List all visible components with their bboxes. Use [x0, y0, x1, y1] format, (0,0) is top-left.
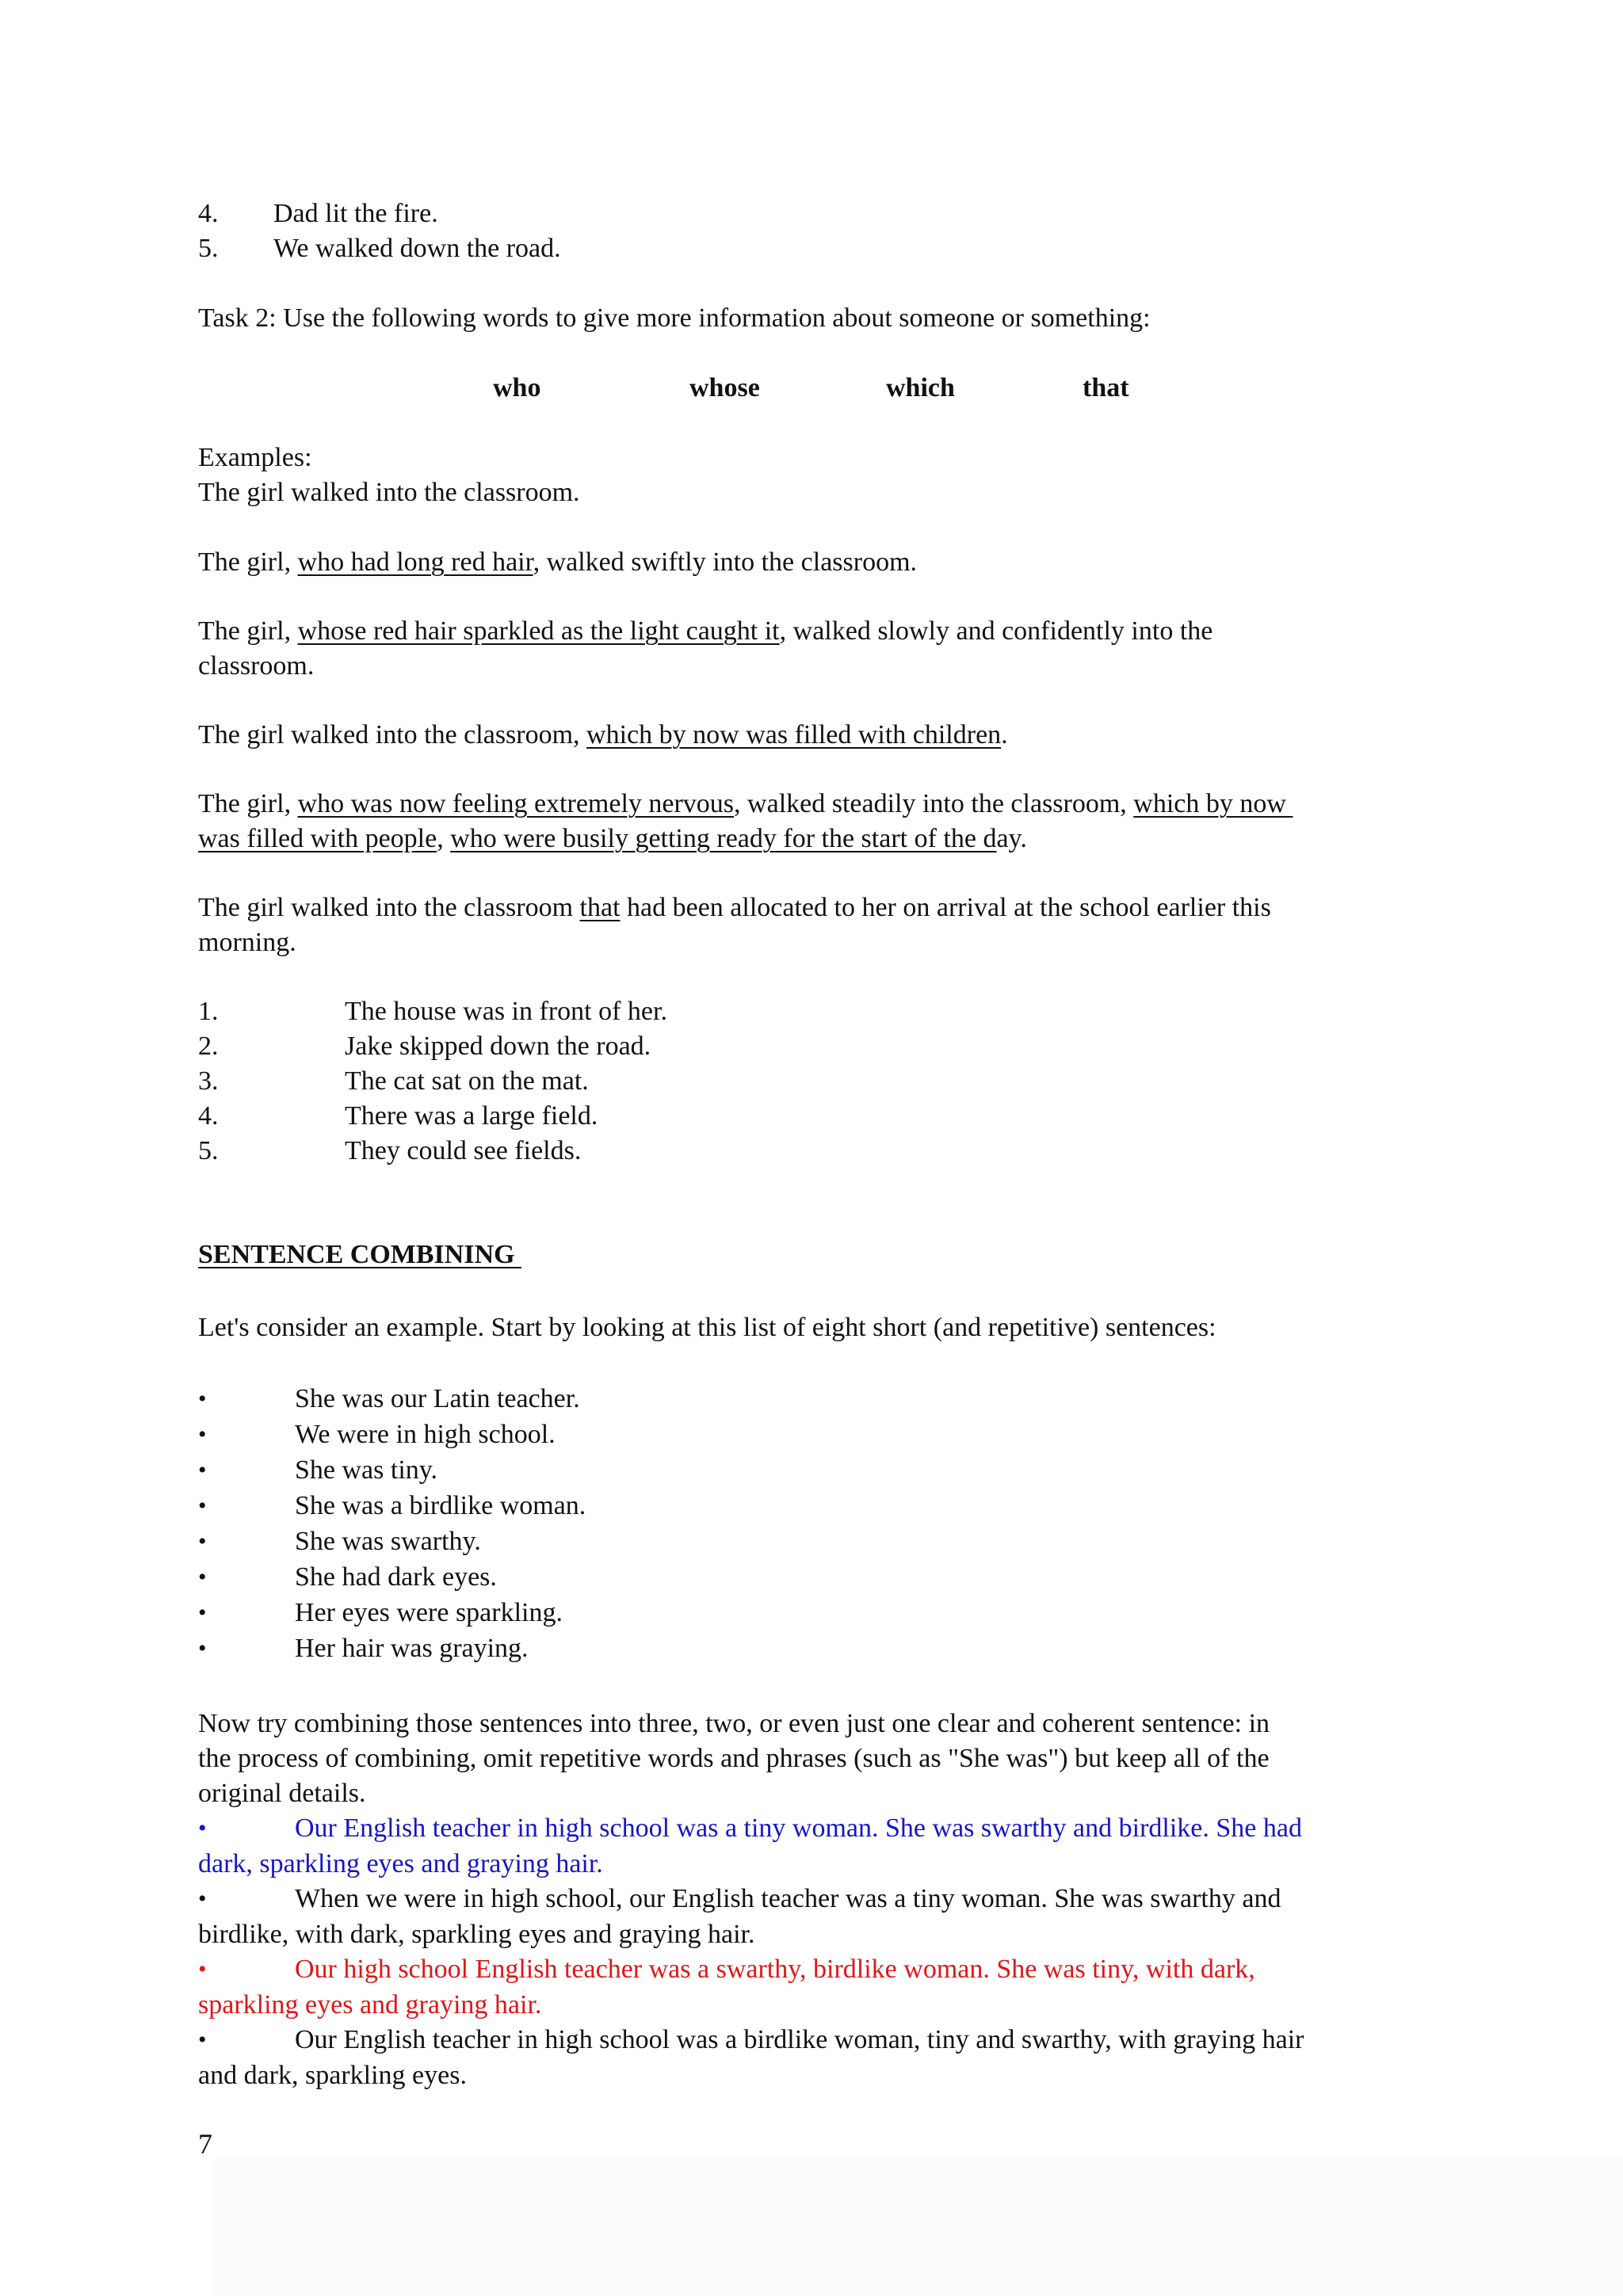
keyword-which: which	[886, 373, 955, 402]
list-b-num-1: 1.	[198, 997, 219, 1026]
bullet-item-2: We were in high school.	[295, 1420, 556, 1449]
instructions-line-3: original details.	[198, 1779, 366, 1808]
list-a-text-5: We walked down the road.	[273, 234, 561, 263]
example-5-post: had been allocated to her on arrival at the school earlier this	[620, 893, 1271, 922]
bullet-glyph: •	[198, 1635, 207, 1661]
keyword-whose: whose	[689, 373, 760, 402]
bullet-glyph: •	[198, 1815, 207, 1841]
keyword-that: that	[1083, 373, 1129, 402]
list-b-text-5: They could see fields.	[345, 1136, 582, 1165]
example-4-line-1	[198, 787, 1293, 822]
sentence-combining-heading: SENTENCE COMBINING	[198, 1240, 522, 1269]
answer-2-line-1: When we were in high school, our English teacher was a tiny woman. She was swarthy and	[295, 1884, 1281, 1913]
example-4-underlined-2: which by now	[1133, 789, 1293, 818]
sentence-combining-intro: Let's consider an example. Start by looking at this list of eight short (and repetitive) sentences:	[198, 1313, 1216, 1342]
example-4-line-2	[198, 822, 1027, 856]
page-number: 7	[198, 2128, 212, 2160]
example-3-pre: The girl walked into the classroom,	[198, 720, 587, 749]
example-3	[198, 718, 1008, 753]
bullet-glyph: •	[198, 1528, 207, 1554]
example-2-line-1	[198, 614, 1212, 649]
list-a-num-5: 5.	[198, 234, 219, 263]
instructions-line-1: Now try combining those sentences into three, two, or even just one clear and coherent sentence: in	[198, 1709, 1270, 1738]
answer-3-line-2: sparkling eyes and graying hair.	[198, 1990, 542, 2019]
bullet-glyph: •	[198, 1886, 207, 1912]
example-2-post: , walked slowly and confidently into the	[779, 616, 1213, 646]
bullet-glyph: •	[198, 2027, 207, 2053]
example-5-pre: The girl walked into the classroom	[198, 893, 580, 922]
example-4-mid-2: ,	[437, 824, 451, 853]
list-b-num-3: 3.	[198, 1066, 219, 1096]
bullet-glyph: •	[198, 1421, 207, 1447]
answer-3-line-1: Our high school English teacher was a swarthy, birdlike woman. She was tiny, with dark,	[295, 1955, 1255, 1984]
bullet-item-4: She was a birdlike woman.	[295, 1491, 586, 1520]
example-2-underlined: whose red hair sparkled as the light caught it	[297, 616, 780, 646]
example-4-underlined-1: who was now feeling extremely nervous	[297, 789, 735, 818]
example-2-pre: The girl,	[198, 616, 298, 646]
example-1-pre: The girl,	[198, 547, 298, 577]
page-shadow-area	[214, 2155, 1623, 2296]
list-b-text-3: The cat sat on the mat.	[345, 1066, 589, 1096]
list-b-text-4: There was a large field.	[345, 1101, 598, 1131]
list-b-num-5: 5.	[198, 1136, 219, 1165]
example-4-underlined-4: who were busily getting ready for the start of the d	[450, 824, 997, 853]
example-5-line-1	[198, 891, 1271, 925]
list-b-num-2: 2.	[198, 1032, 219, 1061]
answer-4-line-2: and dark, sparkling eyes.	[198, 2061, 467, 2090]
answer-2-line-2: birdlike, with dark, sparkling eyes and graying hair.	[198, 1920, 755, 1949]
list-b-text-1: The house was in front of her.	[345, 997, 667, 1026]
bullet-glyph: •	[198, 1956, 207, 1982]
instructions-line-2: the process of combining, omit repetitive words and phrases (such as "She was") but keep all of the	[198, 1744, 1270, 1773]
example-3-underlined: which by now was filled with children	[586, 720, 1002, 749]
example-4-post: ay.	[996, 824, 1027, 853]
bullet-item-3: She was tiny.	[295, 1455, 438, 1485]
bullet-glyph: •	[198, 1564, 207, 1590]
example-4-mid: , walked steadily into the classroom,	[734, 789, 1134, 818]
list-b-text-2: Jake skipped down the road.	[345, 1032, 651, 1061]
example-1	[198, 545, 917, 580]
bullet-item-5: She was swarthy.	[295, 1527, 481, 1556]
bullet-glyph: •	[198, 1386, 207, 1412]
bullet-item-1: She was our Latin teacher.	[295, 1384, 580, 1413]
bullet-glyph: •	[198, 1493, 207, 1519]
bullet-item-6: She had dark eyes.	[295, 1562, 497, 1592]
example-base-sentence: The girl walked into the classroom.	[198, 478, 580, 507]
list-b-num-4: 4.	[198, 1101, 219, 1131]
examples-label: Examples:	[198, 443, 312, 472]
example-1-underlined: who had long red hair	[297, 547, 533, 577]
example-5-line-2: morning.	[198, 928, 296, 957]
answer-1-line-2: dark, sparkling eyes and graying hair.	[198, 1849, 603, 1878]
list-a-text-4: Dad lit the fire.	[273, 199, 438, 228]
example-1-post: , walked swiftly into the classroom.	[533, 547, 918, 577]
example-4-underlined-3: was filled with people	[198, 824, 437, 853]
example-5-underlined: that	[579, 893, 621, 922]
bullet-glyph: •	[198, 1600, 207, 1626]
keyword-who: who	[493, 373, 541, 402]
task2-heading: Task 2: Use the following words to give more information about someone or something:	[198, 303, 1151, 333]
example-4-pre: The girl,	[198, 789, 298, 818]
bullet-item-7: Her eyes were sparkling.	[295, 1598, 563, 1627]
list-a-num-4: 4.	[198, 199, 219, 228]
example-2-line-2: classroom.	[198, 651, 315, 681]
answer-4-line-1: Our English teacher in high school was a birdlike woman, tiny and swarthy, with graying hair	[295, 2025, 1304, 2054]
answer-1-line-1: Our English teacher in high school was a tiny woman. She was swarthy and birdlike. She had	[295, 1814, 1302, 1843]
example-3-post: .	[1001, 720, 1008, 749]
bullet-item-8: Her hair was graying.	[295, 1634, 529, 1663]
bullet-glyph: •	[198, 1457, 207, 1483]
